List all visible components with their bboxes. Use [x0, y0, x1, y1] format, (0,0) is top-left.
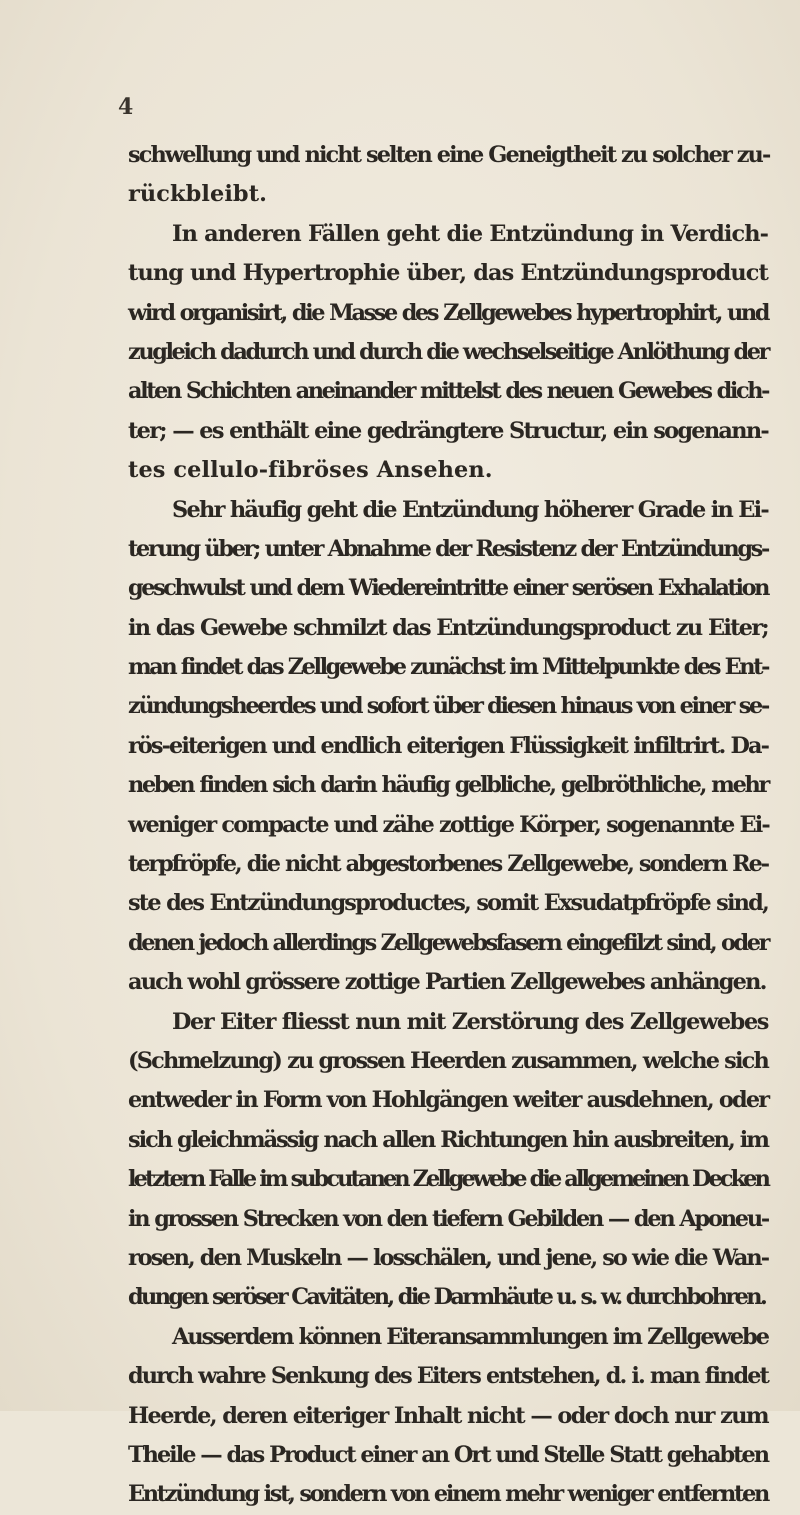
text-line: letztern Falle im subcutanen Zellgewebe die allgemeinen Decken [128, 1166, 768, 1193]
paragraph-start-line: Der Eiter fliesst nun mit Zerstörung des Zellgewebes [172, 1008, 768, 1035]
text-line: geschwulst und dem Wiedereintritte einer serösen Exhalation [128, 575, 768, 602]
text-line: auch wohl grössere zottige Partien Zellgewebes anhängen. [128, 969, 766, 996]
text-line: alten Schichten aneinander mittelst des neuen Gewebes dich- [128, 378, 768, 405]
text-line: ste des Entzündungsproductes, somit Exsudatpfröpfe sind, [128, 890, 768, 917]
text-line: dungen seröser Cavitäten, die Darmhäute u. s. w. durchbohren. [128, 1284, 766, 1311]
text-line: Heerde, deren eiteriger Inhalt nicht — oder doch nur zum [128, 1402, 768, 1429]
body-text [128, 136, 768, 1515]
text-line: neben finden sich darin häufig gelbliche, gelbröthliche, mehr [128, 772, 768, 799]
text-line: tung und Hypertrophie über, das Entzündungsproduct [128, 260, 768, 287]
text-line: in grossen Strecken von den tiefern Gebilden — den Aponeu- [128, 1205, 768, 1232]
paragraph-start-line: In anderen Fällen geht die Entzündung in Verdich- [172, 220, 768, 247]
text-line: zündungsheerdes und sofort über diesen hinaus von einer se- [128, 693, 768, 720]
text-line: sich gleichmässig nach allen Richtungen hin ausbreiten, im [128, 1126, 768, 1153]
text-line: weniger compacte und zähe zottige Körper, sogenannte Ei- [128, 811, 769, 838]
text-line: entweder in Form von Hohlgängen weiter ausdehnen, oder [128, 1087, 769, 1114]
text-line: ter; — es enthält eine gedrängtere Structur, ein sogenann- [128, 417, 768, 444]
text-line: durch wahre Senkung des Eiters entstehen, d. i. man findet [128, 1363, 768, 1390]
text-line: tes cellulo-fibröses Ansehen. [128, 457, 493, 484]
text-line: wird organisirt, die Masse des Zellgewebes hypertrophirt, und [128, 299, 768, 326]
text-line: zugleich dadurch und durch die wechselseitige Anlöthung der [128, 338, 768, 365]
paragraph-start-line: Sehr häufig geht die Entzündung höherer Grade in Ei- [172, 496, 768, 523]
text-line: terung über; unter Abnahme der Resistenz der Entzündungs- [128, 535, 768, 562]
text-line: (Schmelzung) zu grossen Heerden zusammen, welche sich [128, 1047, 768, 1074]
text-line: rosen, den Muskeln — losschälen, und jene, so wie die Wan- [128, 1244, 768, 1271]
text-line: man findet das Zellgewebe zunächst im Mittelpunkte des Ent- [128, 654, 768, 681]
text-line: in das Gewebe schmilzt das Entzündungsproduct zu Eiter; [128, 614, 768, 641]
paragraph-start-line: Ausserdem können Eiteransammlungen im Zellgewebe [172, 1323, 768, 1350]
text-line: schwellung und nicht selten eine Geneigtheit zu solcher zu- [128, 142, 770, 168]
text-line: Theile — das Product einer an Ort und Stelle Statt gehabten [128, 1441, 768, 1468]
text-line: denen jedoch allerdings Zellgewebsfasern eingefilzt sind, oder [128, 929, 768, 956]
text-line: Entzündung ist, sondern von einem mehr weniger entfernten [128, 1481, 768, 1508]
text-line: terpfröpfe, die nicht abgestorbenes Zellgewebe, sondern Re- [128, 851, 768, 878]
page-number: 4 [118, 94, 134, 120]
text-line: rös-eiterigen und endlich eiterigen Flüssigkeit infiltrirt. Da- [128, 732, 768, 759]
text-line: rückbleibt. [128, 181, 268, 208]
